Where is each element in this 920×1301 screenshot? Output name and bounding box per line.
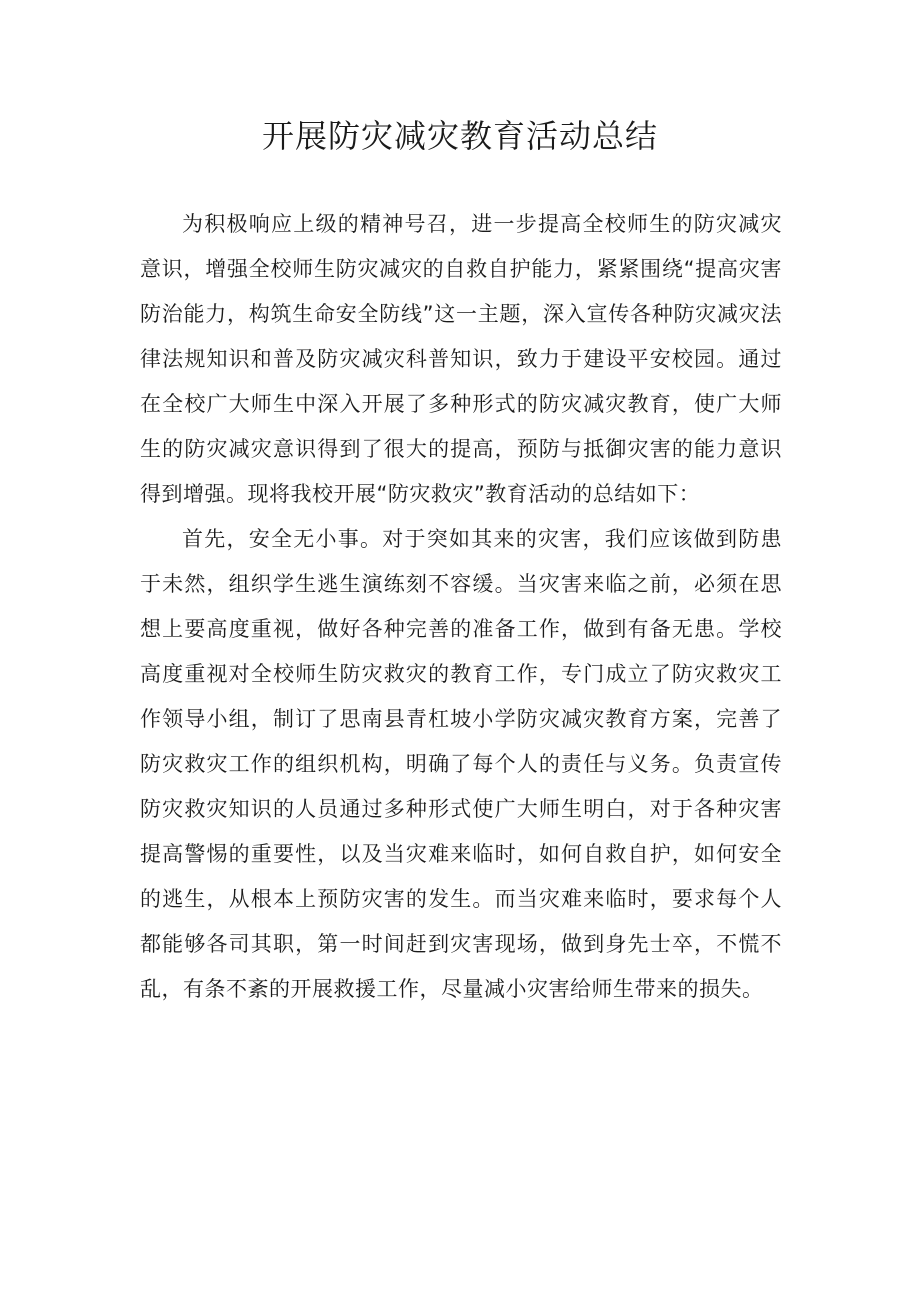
document-body (140, 202, 782, 1012)
paragraph-first-point: 首先，安全无小事。对于突如其来的灾害，我们应该做到防患于未然，组织学生逃生演练刻不容缓。当灾害来临之前，必须在思想上要高度重视，做好各种完善的准备工作，做到有备无患。学校高度重视对全校师生防灾救灾的教育工作，专门成立了防灾救灾工作领导小组，制订了思南县青杠坡小学防灾减灾教育方案，完善了防灾救灾工作的组织机构，明确了每个人的责任与义务。负责宣传防灾救灾知识的人员通过多种形式使广大师生明白，对于各种灾害提高警惕的重要性，以及当灾难来临时，如何自救自护，如何安全的逃生，从根本上预防灾害的发生。而当灾难来临时，要求每个人都能够各司其职，第一时间赶到灾害现场，做到身先士卒，不慌不乱，有条不紊的开展救援工作，尽量减小灾害给师生带来的损失。 (140, 527, 782, 1001)
paragraph-intro: 为积极响应上级的精神号召，进一步提高全校师生的防灾减灾意识，增强全校师生防灾减灾的自救自护能力，紧紧围绕“提高灾害防治能力，构筑生命安全防线”这一主题，深入宣传各种防灾减灾法律法规知识和普及防灾减灾科普知识，致力于建设平安校园。通过在全校广大师生中深入开展了多种形式的防灾减灾教育，使广大师生的防灾减灾意识得到了很大的提高，预防与抵御灾害的能力意识得到增强。现将我校开展“防灾救灾”教育活动的总结如下： (140, 212, 782, 506)
document-title: 开展防灾减灾教育活动总结 (261, 117, 658, 155)
